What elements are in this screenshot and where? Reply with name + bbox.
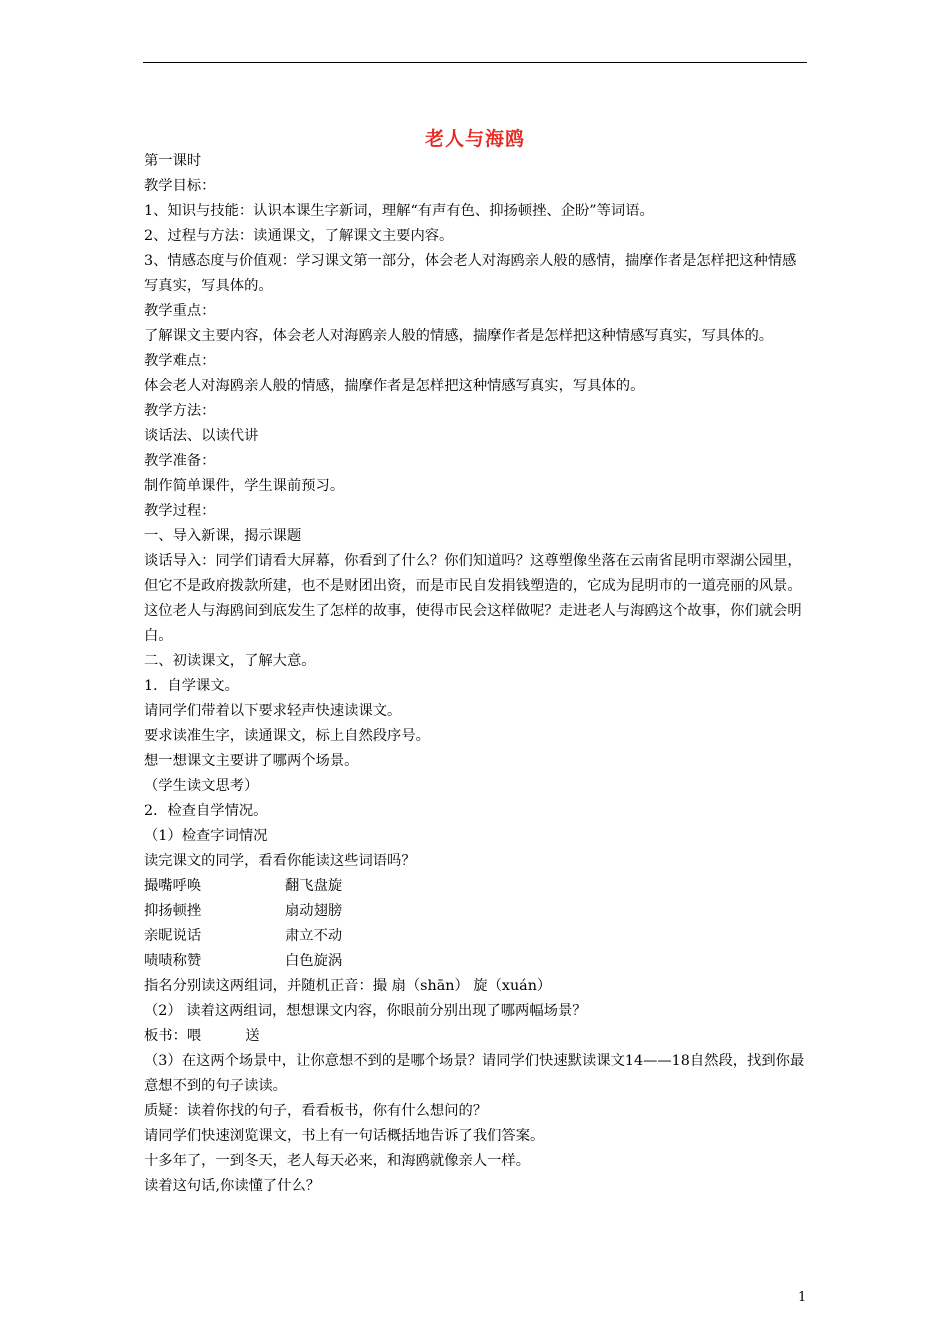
paragraph: 体会老人对海鸥亲人般的情感，揣摩作者是怎样把这种情感写真实，写具体的。 [144, 378, 645, 394]
paragraph: 谈话法、以读代讲 [144, 428, 259, 444]
paragraph: 2、过程与方法：读通课文，了解课文主要内容。 [144, 228, 454, 244]
blackboard-second: 送 [245, 1028, 260, 1044]
section-heading: 教学方法： [144, 403, 216, 419]
paragraph: 要求读准生字，读通课文，标上自然段序号。 [144, 728, 430, 744]
paragraph: 2．检查自学情况。 [144, 803, 268, 819]
document-body [144, 149, 808, 1199]
paragraph: 请同学们带着以下要求轻声快速读课文。 [144, 703, 402, 719]
word-right: 白色旋涡 [285, 953, 343, 969]
word-pair-row [144, 899, 808, 924]
paragraph: 制作简单课件，学生课前预习。 [144, 478, 345, 494]
section-heading: 教学难点： [144, 353, 216, 369]
paragraph: 请同学们快速浏览课文，书上有一句话概括地告诉了我们答案。 [144, 1128, 545, 1144]
word-left: 亲昵说话 [144, 928, 202, 944]
paragraph: 3、情感态度与价值观：学习课文第一部分，体会老人对海鸥亲人般的感情，揣摩作者是怎样把这种情感写真实，写具体的。 [144, 253, 797, 294]
word-pair-row [144, 949, 808, 974]
paragraph: 质疑：读着你找的句子，看看板书，你有什么想问的？ [144, 1103, 488, 1119]
paragraph: 指名分别读这两组词，并随机正音：撮 扇（shān） 旋（xuán） [144, 978, 552, 994]
section-heading: 教学过程： [144, 503, 216, 519]
section-heading: 教学准备： [144, 453, 216, 469]
word-right: 扇动翅膀 [285, 903, 343, 919]
paragraph: 了解课文主要内容，体会老人对海鸥亲人般的情感，揣摩作者是怎样把这种情感写真实，写具体的。 [144, 328, 774, 344]
header-rule [143, 62, 807, 63]
word-pair-row [144, 924, 808, 949]
paragraph: 1、知识与技能：认识本课生字新词，理解“有声有色、抑扬顿挫、企盼”等词语。 [144, 203, 654, 219]
document-title: 老人与海鸥 [424, 128, 525, 150]
section-heading: 教学目标： [144, 178, 216, 194]
paragraph: 一、导入新课，揭示课题 [144, 528, 302, 544]
blackboard-line [144, 1024, 808, 1049]
paragraph: 读着这句话,你读懂了什么？ [144, 1178, 321, 1194]
word-left: 抑扬顿挫 [144, 903, 202, 919]
page-number: 1 [798, 1290, 807, 1305]
blackboard-label: 板书：喂 [144, 1028, 202, 1044]
paragraph: 想一想课文主要讲了哪两个场景。 [144, 753, 359, 769]
word-left: 啧啧称赞 [144, 953, 202, 969]
word-left: 撮嘴呼唤 [144, 878, 202, 894]
paragraph: （3）在这两个场景中，让你意想不到的是哪个场景？请同学们快速默读课文14——18自然段，找到你最意想不到的句子读读。 [144, 1053, 805, 1094]
paragraph: （1）检查字词情况 [144, 828, 268, 844]
word-right: 肃立不动 [285, 928, 343, 944]
word-pair-row [144, 874, 808, 899]
paragraph: （2） 读着这两组词，想想课文内容，你眼前分别出现了哪两幅场景？ [144, 1003, 587, 1019]
paragraph: 1．自学课文。 [144, 678, 239, 694]
word-right: 翻飞盘旋 [285, 878, 343, 894]
paragraph: 十多年了，一到冬天，老人每天必来，和海鸥就像亲人一样。 [144, 1153, 531, 1169]
section-heading: 教学重点： [144, 303, 216, 319]
paragraph: 读完课文的同学，看看你能读这些词语吗？ [144, 853, 416, 869]
paragraph: 二、初读课文，了解大意。 [144, 653, 316, 669]
paragraph: （学生读文思考） [144, 778, 259, 794]
paragraph: 谈话导入：同学们请看大屏幕，你看到了什么？你们知道吗？这尊塑像坐落在云南省昆明市翠湖公园里，但它不是政府拨款所建，也不是财团出资，而是市民自发捐钱塑造的，它成为昆明市的一道亮丽的风景。这位老人与海鸥间到底发生了怎样的故事，使得市民会这样做呢？走进老人与海鸥这个故事，你们就会明白。 [144, 553, 802, 644]
paragraph: 第一课时 [144, 153, 202, 169]
